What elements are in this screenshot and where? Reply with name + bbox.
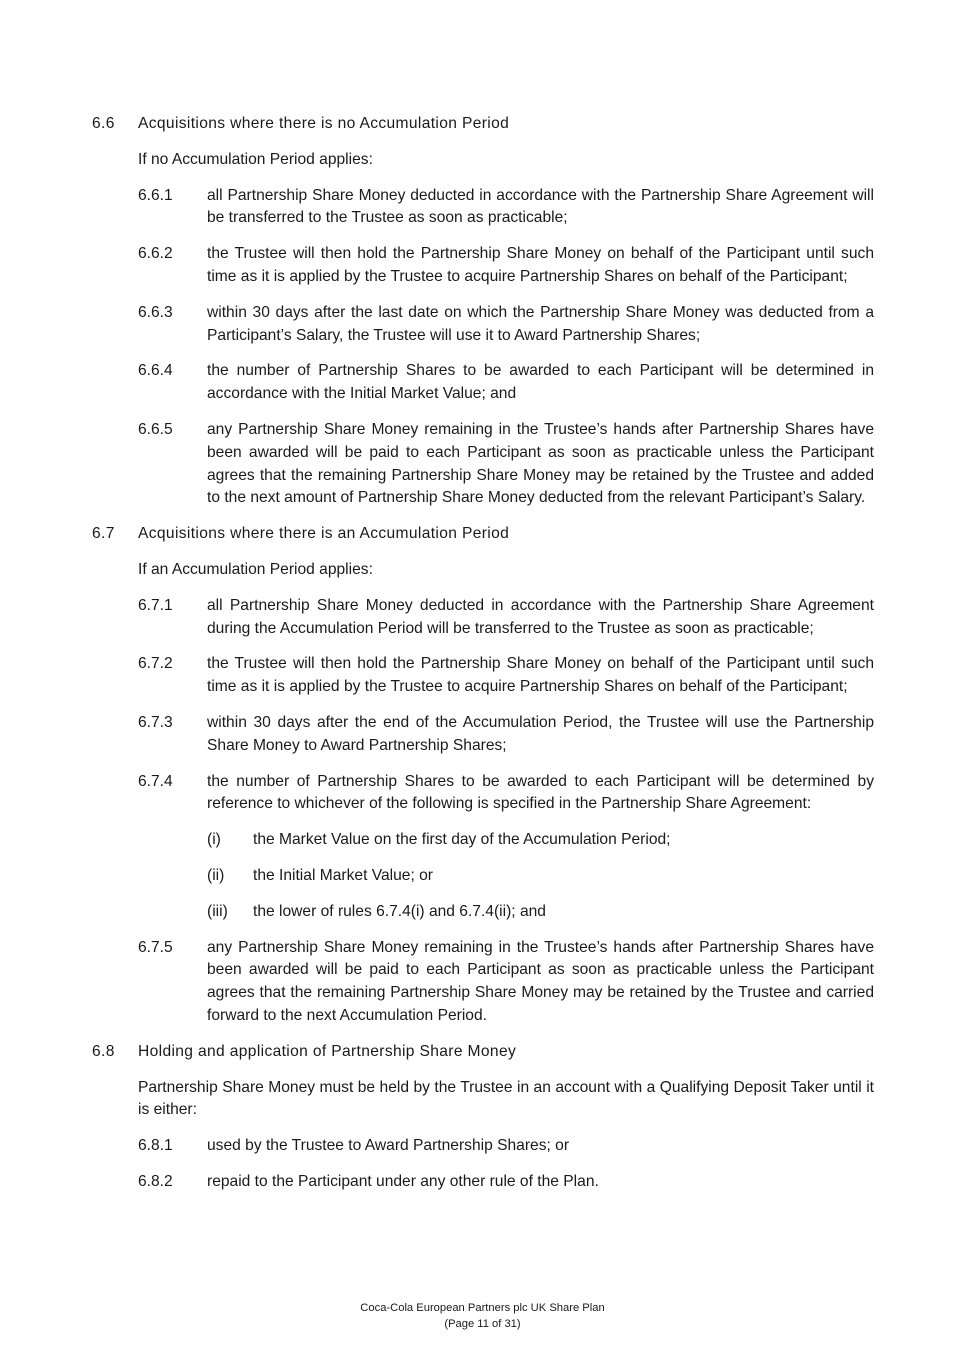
clause-text: used by the Trustee to Award Partnership Shares; or <box>207 1137 570 1155</box>
section-number: 6.7 <box>92 525 115 543</box>
section-6-7 <box>92 523 874 1028</box>
clause-6-6-2 <box>138 243 874 289</box>
section-6-6 <box>92 113 874 510</box>
subitem-number: (i) <box>207 831 221 849</box>
clause-6-6-4 <box>138 360 874 406</box>
subitem-i <box>207 829 874 852</box>
clause-text: the Trustee will then hold the Partnership Share Money on behalf of the Participant until such time as it is applied by the Trustee to acquire Partnership Shares on behalf of the Participant; <box>207 655 874 696</box>
subitem-text: the Initial Market Value; or <box>253 866 433 884</box>
clause-6-7-3 <box>138 712 874 758</box>
clause-number: 6.8.1 <box>138 1137 173 1155</box>
clause-number: 6.6.1 <box>138 186 173 204</box>
clause-6-6-5 <box>138 419 874 510</box>
clause-text: the number of Partnership Shares to be awarded to each Participant will be determined in accordance with the Initial Market Value; and <box>207 362 874 403</box>
clause-6-6-1 <box>138 185 874 231</box>
clause-text: any Partnership Share Money remaining in the Trustee’s hands after Partnership Shares have been awarded will be paid to each Participant as soon as practicable unless the Participant agrees that the remaining Partnership Share Money may be retained by the Trustee and carried forward to the next Accumulation Period. <box>207 938 874 1024</box>
clause-6-6-3 <box>138 302 874 348</box>
clause-text: all Partnership Share Money deducted in accordance with the Partnership Share Agreement during the Accumulation Period will be transferred to the Trustee as soon as practicable; <box>207 596 874 637</box>
clause-text: all Partnership Share Money deducted in accordance with the Partnership Share Agreement will be transferred to the Trustee as soon as practicable; <box>207 186 874 227</box>
section-intro: If an Accumulation Period applies: <box>138 560 373 578</box>
clause-text: within 30 days after the end of the Accumulation Period, the Trustee will use the Partnership Share Money to Award Partnership Shares; <box>207 713 874 754</box>
clause-number: 6.8.2 <box>138 1172 173 1190</box>
clause-6-7-5 <box>138 937 874 1028</box>
subitem-text: the Market Value on the first day of the Accumulation Period; <box>253 831 671 849</box>
clause-number: 6.6.3 <box>138 303 173 321</box>
clause-6-7-4 <box>138 771 874 817</box>
footer-title: Coca-Cola European Partners plc UK Share Plan <box>360 1302 605 1314</box>
clause-text: the number of Partnership Shares to be awarded to each Participant will be determined by reference to whichever of the following is specified in the Partnership Share Agreement: <box>207 772 874 813</box>
clause-number: 6.7.4 <box>138 772 173 790</box>
clause-number: 6.7.1 <box>138 596 173 614</box>
clause-text: repaid to the Participant under any other rule of the Plan. <box>207 1172 599 1190</box>
section-number: 6.8 <box>92 1042 115 1060</box>
subitem-text: the lower of rules 6.7.4(i) and 6.7.4(ii); and <box>253 902 546 920</box>
section-title: Holding and application of Partnership Share Money <box>138 1042 517 1060</box>
clause-number: 6.6.2 <box>138 245 173 263</box>
subitem-number: (ii) <box>207 866 225 884</box>
page-number: (Page 11 of 31) <box>444 1318 521 1330</box>
section-6-8 <box>92 1041 874 1194</box>
clause-text: within 30 days after the last date on which the Partnership Share Money was deducted from a Participant’s Salary, the Trustee will use it to Award Partnership Shares; <box>207 303 874 344</box>
clause-6-7-2 <box>138 653 874 699</box>
section-title: Acquisitions where there is no Accumulation Period <box>138 115 510 132</box>
subitem-iii <box>207 901 874 924</box>
subitem-ii <box>207 865 874 888</box>
clause-text: the Trustee will then hold the Partnership Share Money on behalf of the Participant until such time as it is applied by the Trustee to acquire Partnership Shares on behalf of the Participant; <box>207 245 874 285</box>
page-footer <box>0 1300 965 1332</box>
section-intro: Partnership Share Money must be held by the Trustee in an account with a Qualifying Deposit Taker until it is either: <box>138 1078 874 1119</box>
section-intro: If no Accumulation Period applies: <box>138 150 373 168</box>
document-body <box>92 113 874 1207</box>
clause-number: 6.7.3 <box>138 713 173 731</box>
section-number: 6.6 <box>92 115 115 132</box>
section-heading <box>92 523 874 546</box>
section-title: Acquisitions where there is an Accumulation Period <box>138 525 510 543</box>
subitem-number: (iii) <box>207 902 228 920</box>
clause-6-8-1 <box>138 1135 874 1158</box>
clause-number: 6.7.2 <box>138 655 173 673</box>
clause-number: 6.7.5 <box>138 938 173 956</box>
section-heading <box>92 113 874 136</box>
clause-text: any Partnership Share Money remaining in the Trustee’s hands after Partnership Shares have been awarded will be paid to each Participant as soon as practicable unless the Participant agrees that the remaining Partnership Share Money may be retained by the Trustee and added to the next amount of Partnership Share Money deducted from the relevant Participant’s Salary. <box>207 420 874 507</box>
clause-6-8-2 <box>138 1171 874 1194</box>
clause-6-7-1 <box>138 595 874 641</box>
clause-number: 6.6.5 <box>138 420 173 438</box>
section-heading <box>92 1041 874 1064</box>
clause-number: 6.6.4 <box>138 362 173 380</box>
